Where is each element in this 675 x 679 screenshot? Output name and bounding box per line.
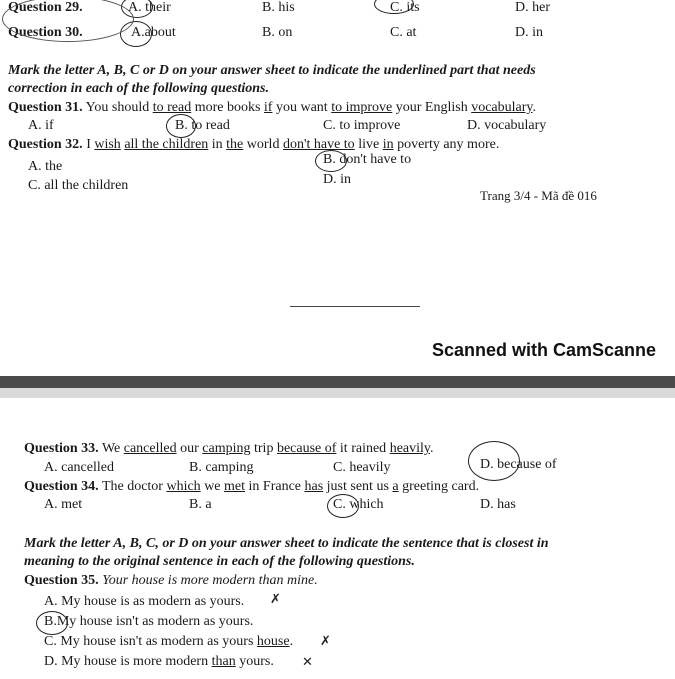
instructions-2-line2: meaning to the original sentence in each of the following questions. — [24, 554, 415, 569]
q33-option-d: D. because of — [480, 457, 557, 472]
divider-line — [290, 306, 420, 307]
answer-circle-q33 — [468, 441, 520, 481]
q30-label: Question 30. — [8, 25, 83, 40]
q34-option-a: A. met — [44, 497, 83, 512]
handwritten-bracket — [2, 0, 134, 42]
q31-option-b: B. to read — [175, 118, 230, 133]
q30-option-b: B. on — [262, 25, 293, 40]
q33-option-c: C. heavily — [333, 460, 391, 475]
answer-circle-q31 — [166, 114, 196, 138]
answer-circle-q34 — [327, 494, 359, 518]
q30-option-c: C. at — [390, 25, 417, 40]
q33-sentence: Question 33. We cancelled our camping trip because of it rained heavily. — [24, 441, 434, 456]
q31-option-c: C. to improve — [323, 118, 401, 133]
q32-option-d: D. in — [323, 172, 351, 187]
camscanner-watermark: Scanned with CamScanne — [432, 340, 657, 360]
q32-sentence: Question 32. I wish all the children in the world don't have to live in poverty any more. — [8, 137, 500, 152]
q31-option-a: A. if — [28, 118, 54, 133]
q29-option-c: C. its — [390, 0, 420, 15]
page-footer: Trang 3/4 - Mã đề 016 — [480, 188, 597, 203]
cross-mark-a: ✗ — [270, 592, 281, 607]
q29-option-a: A. their — [128, 0, 171, 15]
q34-option-c: C. which — [333, 497, 384, 512]
q29-option-b: B. his — [262, 0, 295, 15]
page-break-dark — [0, 376, 675, 388]
q34-option-d: D. has — [480, 497, 516, 512]
q31-option-d: D. vocabulary — [467, 118, 547, 133]
instructions-1-line2: correction in each of the following questions. — [8, 81, 269, 96]
q33-option-b: B. camping — [189, 460, 254, 475]
q35-prompt: Question 35. Your house is more modern than mine. — [24, 573, 318, 588]
q35-option-d: D. My house is more modern than yours. — [44, 654, 274, 669]
q32-option-b: B. don't have to — [323, 152, 412, 167]
q32-option-c: C. all the children — [28, 178, 129, 193]
instructions-1-line1: Mark the letter A, B, C or D on your answer sheet to indicate the underlined part that needs — [8, 63, 536, 78]
page-break-light — [0, 388, 675, 398]
q35-option-c: C. My house isn't as modern as yours house. — [44, 634, 294, 649]
q29-label: Question 29. — [8, 0, 83, 15]
q29-option-d: D. her — [515, 0, 550, 15]
q34-option-b: B. a — [189, 497, 212, 512]
answer-circle-q35 — [36, 611, 68, 635]
instructions-2-line1: Mark the letter A, B, C, or D on your answer sheet to indicate the sentence that is closest in — [24, 536, 549, 551]
q32-option-a: A. the — [28, 159, 63, 174]
q35-option-b: B.My house isn't as modern as yours. — [44, 614, 254, 629]
q31-sentence: Question 31. You should to read more books if you want to improve your English vocabulary. — [8, 100, 536, 115]
q33-option-a: A. cancelled — [44, 460, 114, 475]
answer-circle-q32 — [315, 150, 347, 172]
q30-option-d: D. in — [515, 25, 543, 40]
cross-mark-c: ✗ — [320, 634, 331, 649]
q30-option-a: A.about — [131, 25, 176, 40]
q35-option-a: A. My house is as modern as yours. — [44, 594, 245, 609]
q34-sentence: Question 34. The doctor which we met in France has just sent us a greeting card. — [24, 479, 480, 494]
cross-mark-d: ✕ — [302, 655, 313, 670]
